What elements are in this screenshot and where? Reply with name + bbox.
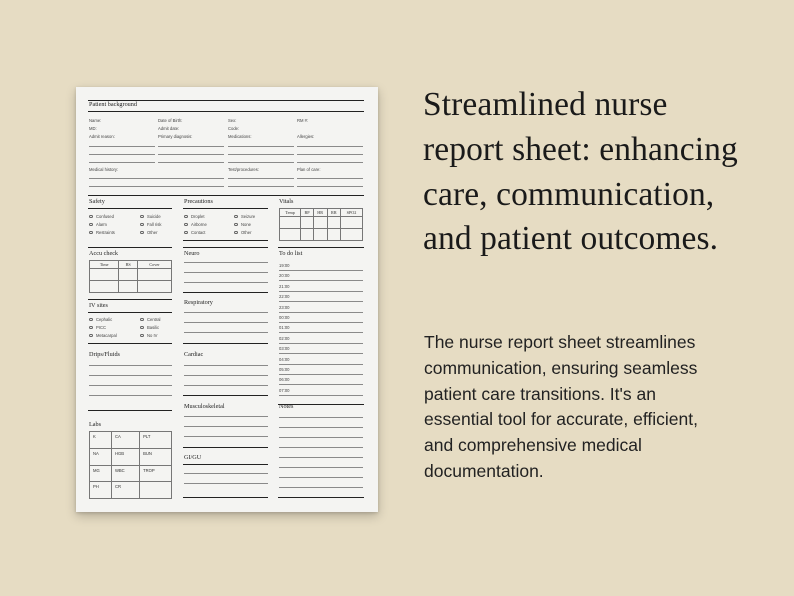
write-line[interactable] [228, 162, 294, 163]
patient-background-title: Patient background [89, 101, 137, 108]
accu-check-table [89, 260, 172, 293]
divider [183, 395, 268, 396]
iv-option-cephalic[interactable] [89, 317, 112, 322]
primary-diagnosis-label: Primary diagnosis: [158, 134, 193, 139]
divider [183, 292, 268, 293]
write-line[interactable] [89, 365, 172, 366]
precaution-option-none[interactable] [234, 222, 251, 227]
vitals-cell[interactable] [327, 229, 340, 241]
write-line[interactable] [184, 262, 268, 263]
accu-cell[interactable] [119, 281, 138, 293]
checkbox-circle-icon[interactable] [140, 223, 144, 227]
checkbox-circle-icon[interactable] [184, 231, 188, 235]
divider [183, 464, 268, 465]
accu-check-title: Accu check [89, 250, 119, 257]
write-line[interactable] [184, 375, 268, 376]
precaution-option-droplet[interactable] [184, 214, 204, 219]
divider [88, 299, 172, 300]
write-line[interactable] [297, 162, 363, 163]
option-label: Other [240, 230, 252, 235]
divider [88, 247, 172, 248]
write-line[interactable] [279, 477, 363, 478]
lab-trop[interactable]: TROP [140, 465, 172, 482]
allergies-label: Allergies: [297, 134, 315, 139]
todo-write-line[interactable] [279, 312, 363, 313]
todo-write-line[interactable] [279, 364, 363, 365]
option-label: Contact [190, 230, 206, 235]
write-line[interactable] [89, 375, 172, 376]
write-line[interactable] [184, 365, 268, 366]
labs-title: Labs [89, 421, 102, 428]
safety-option-other[interactable] [140, 230, 157, 235]
lab-plt[interactable]: PLT [140, 432, 172, 449]
divider [183, 247, 268, 248]
precaution-option-airborne[interactable] [184, 222, 207, 227]
write-line[interactable] [297, 186, 363, 187]
admit-reason-label: Admit reason: [89, 134, 115, 139]
write-line[interactable] [297, 178, 363, 179]
option-label: Droplet [190, 214, 205, 219]
headline: Streamlined nurse report sheet: enhancing care, communication, and patient outcomes. [423, 86, 738, 258]
musculoskeletal-title: Musculoskeletal [184, 403, 225, 410]
precaution-option-other[interactable] [234, 230, 251, 235]
vitals-header-hr: HR [313, 209, 327, 217]
write-line[interactable] [184, 473, 268, 474]
iv-option-basilic[interactable] [140, 325, 159, 330]
todo-time-label: 07:00 [279, 387, 290, 393]
write-line[interactable] [279, 457, 363, 458]
vitals-title: Vitals [279, 198, 294, 205]
drips-fluids-title: Drips/Fluids [89, 351, 120, 358]
gi-gu-title: GI/GU [184, 454, 202, 461]
checkbox-circle-icon[interactable] [234, 223, 238, 227]
write-line[interactable] [228, 186, 294, 187]
divider [88, 100, 364, 101]
accu-cell[interactable] [90, 269, 119, 281]
vitals-cell[interactable] [301, 217, 313, 229]
option-label: Restraints [95, 230, 115, 235]
lab-mg[interactable]: MG [90, 465, 112, 482]
respiratory-title: Respiratory [184, 299, 213, 306]
todo-write-line[interactable] [279, 353, 363, 354]
medications-label: Medications: [228, 134, 252, 139]
write-line[interactable] [279, 417, 363, 418]
todo-write-line[interactable] [279, 301, 363, 302]
safety-option-alarm[interactable] [89, 222, 107, 227]
todo-write-line[interactable] [279, 395, 363, 396]
medical-history-label: Medical history: [89, 167, 119, 172]
lab-cr[interactable]: CR [111, 482, 139, 499]
vitals-cell[interactable] [280, 217, 301, 229]
accu-header-cover: Cover [137, 261, 171, 269]
divider [88, 410, 172, 411]
write-line[interactable] [184, 426, 268, 427]
checkbox-circle-icon[interactable] [234, 215, 238, 219]
write-line[interactable] [184, 483, 268, 484]
option-label: Central [146, 317, 161, 322]
write-line[interactable] [89, 154, 155, 155]
accu-cell[interactable] [90, 281, 119, 293]
write-line[interactable] [297, 146, 363, 147]
todo-title: To do list [279, 250, 303, 257]
write-line[interactable] [184, 322, 268, 323]
name-label: Name: [89, 118, 102, 123]
iv-option-no-iv[interactable] [140, 333, 157, 338]
todo-write-line[interactable] [279, 374, 363, 375]
checkbox-circle-icon[interactable] [89, 231, 93, 235]
todo-time-label: 23:00 [279, 304, 290, 310]
option-label: Alarm [95, 222, 107, 227]
lab-hgb[interactable]: HGB [111, 448, 139, 465]
todo-time-label: 04:00 [279, 356, 290, 362]
checkbox-circle-icon[interactable] [184, 215, 188, 219]
vitals-cell[interactable] [341, 229, 363, 241]
description: The nurse report sheet streamlines communication, ensuring seamless patient care transitions. It's an essential tool for accurate, efficient, and comprehensive medical documentation. [424, 332, 698, 481]
checkbox-circle-icon[interactable] [140, 318, 144, 322]
dob-label: Date of Birth: [158, 118, 183, 123]
vitals-header-spo2: SPO2 [341, 209, 363, 217]
checkbox-circle-icon[interactable] [184, 223, 188, 227]
divider [183, 343, 268, 344]
todo-write-line[interactable] [279, 291, 363, 292]
rm-label: RM #: [297, 118, 309, 123]
write-line[interactable] [228, 146, 294, 147]
write-line[interactable] [89, 395, 172, 396]
checkbox-circle-icon[interactable] [140, 215, 144, 219]
divider [88, 111, 364, 112]
write-line[interactable] [89, 178, 224, 179]
write-line[interactable] [184, 282, 268, 283]
checkbox-circle-icon[interactable] [140, 326, 144, 330]
todo-time-label: 02:00 [279, 335, 290, 341]
option-label: PICC [95, 325, 106, 330]
lab-bun[interactable]: BUN [140, 448, 172, 465]
safety-option-restraints[interactable] [89, 230, 115, 235]
vitals-cell[interactable] [313, 229, 327, 241]
write-line[interactable] [89, 186, 224, 187]
option-label: Airborne [190, 222, 207, 227]
sex-label: Sex: [228, 118, 237, 123]
safety-option-suicide[interactable] [140, 214, 161, 219]
option-label: None [240, 222, 251, 227]
divider [278, 404, 364, 405]
option-label: Confused [95, 214, 114, 219]
option-label: No IV [146, 333, 158, 338]
divider [88, 195, 364, 196]
tests-procedures-label: Test/procedures: [228, 167, 259, 172]
accu-header-bs: BS [119, 261, 138, 269]
checkbox-circle-icon[interactable] [140, 334, 144, 338]
lab-empty[interactable] [140, 482, 172, 499]
write-line[interactable] [184, 385, 268, 386]
vitals-cell[interactable] [301, 229, 313, 241]
write-line[interactable] [184, 416, 268, 417]
divider [278, 497, 364, 498]
write-line[interactable] [89, 146, 155, 147]
option-label: Cephalic [95, 317, 113, 322]
write-line[interactable] [297, 154, 363, 155]
checkbox-circle-icon[interactable] [89, 223, 93, 227]
checkbox-circle-icon[interactable] [89, 215, 93, 219]
write-line[interactable] [279, 437, 363, 438]
write-line[interactable] [279, 427, 363, 428]
write-line[interactable] [158, 146, 224, 147]
write-line[interactable] [184, 332, 268, 333]
todo-time-label: 01:00 [279, 325, 290, 331]
option-label: Fall risk [146, 222, 162, 227]
safety-title: Safety [89, 198, 105, 205]
divider [88, 312, 172, 313]
todo-time-label: 05:00 [279, 367, 290, 372]
lab-k[interactable]: K [90, 432, 112, 449]
checkbox-circle-icon[interactable] [234, 231, 238, 235]
option-label: Basilic [146, 325, 160, 330]
divider [183, 447, 268, 448]
vitals-header-temp: Temp [280, 209, 301, 217]
lab-ca[interactable]: CA [111, 432, 139, 449]
precaution-option-seizure[interactable] [234, 214, 255, 219]
todo-time-label: 21:00 [279, 283, 290, 289]
safety-option-fall-risk[interactable] [140, 222, 161, 227]
write-line[interactable] [89, 162, 155, 163]
write-line[interactable] [158, 154, 224, 155]
write-line[interactable] [228, 178, 294, 179]
neuro-title: Neuro [184, 250, 200, 257]
write-line[interactable] [89, 385, 172, 386]
option-label: Other [146, 230, 158, 235]
accu-cell[interactable] [137, 281, 171, 293]
todo-write-line[interactable] [279, 384, 363, 385]
divider [278, 247, 364, 248]
labs-table [89, 431, 172, 499]
todo-time-label: 19:00 [279, 263, 290, 268]
checkbox-circle-icon[interactable] [89, 318, 93, 322]
precaution-option-contact[interactable] [184, 230, 205, 235]
write-line[interactable] [228, 154, 294, 155]
write-line[interactable] [279, 467, 363, 468]
accu-cell[interactable] [119, 269, 138, 281]
vitals-table [279, 208, 363, 241]
write-line[interactable] [184, 272, 268, 273]
iv-option-metacarpal[interactable] [89, 333, 117, 338]
checkbox-circle-icon[interactable] [140, 231, 144, 235]
todo-time-label: 20:00 [279, 273, 290, 279]
lab-na[interactable]: NA [90, 448, 112, 465]
write-line[interactable] [184, 436, 268, 437]
write-line[interactable] [279, 487, 363, 488]
todo-write-line[interactable] [279, 343, 363, 344]
iv-option-picc[interactable] [89, 325, 106, 330]
lab-wbc[interactable]: WBC [111, 465, 139, 482]
divider [183, 497, 268, 498]
accu-cell[interactable] [137, 269, 171, 281]
divider [183, 208, 268, 209]
admit-date-label: Admit date: [158, 126, 180, 131]
vitals-cell[interactable] [313, 217, 327, 229]
vitals-cell[interactable] [280, 229, 301, 241]
cardiac-title: Cardiac [184, 351, 204, 358]
option-label: Suicide [146, 214, 161, 219]
write-line[interactable] [184, 312, 268, 313]
code-label: Code: [228, 126, 240, 131]
option-label: Metacarpal [95, 333, 117, 338]
divider [183, 240, 268, 241]
write-line[interactable] [158, 162, 224, 163]
iv-option-central[interactable] [140, 317, 160, 322]
nurse-report-sheet [76, 87, 378, 512]
todo-time-label: 03:00 [279, 346, 290, 352]
vitals-header-rr: RR [327, 209, 340, 217]
lab-ph[interactable]: PH [90, 482, 112, 499]
plan-of-care-label: Plan of care: [297, 167, 321, 172]
todo-time-label: 22:00 [279, 294, 290, 300]
precautions-title: Precautions [184, 198, 213, 205]
notes-title: Notes [279, 403, 294, 410]
md-label: MD: [89, 126, 97, 131]
divider [88, 208, 172, 209]
todo-time-label: 00:00 [279, 315, 290, 320]
option-label: Seizure [240, 214, 256, 219]
divider [88, 343, 172, 344]
vitals-cell[interactable] [341, 217, 363, 229]
write-line[interactable] [279, 447, 363, 448]
vitals-cell[interactable] [327, 217, 340, 229]
todo-time-label: 06:00 [279, 377, 290, 383]
todo-write-line[interactable] [279, 332, 363, 333]
checkbox-circle-icon[interactable] [89, 326, 93, 330]
safety-option-confused[interactable] [89, 214, 114, 219]
accu-header-time: Time [90, 261, 119, 269]
checkbox-circle-icon[interactable] [89, 334, 93, 338]
todo-write-line[interactable] [279, 322, 363, 323]
todo-write-line[interactable] [279, 280, 363, 281]
iv-sites-title: IV sites [89, 302, 108, 309]
vitals-header-bp: BP [301, 209, 313, 217]
todo-write-line[interactable] [279, 270, 363, 271]
